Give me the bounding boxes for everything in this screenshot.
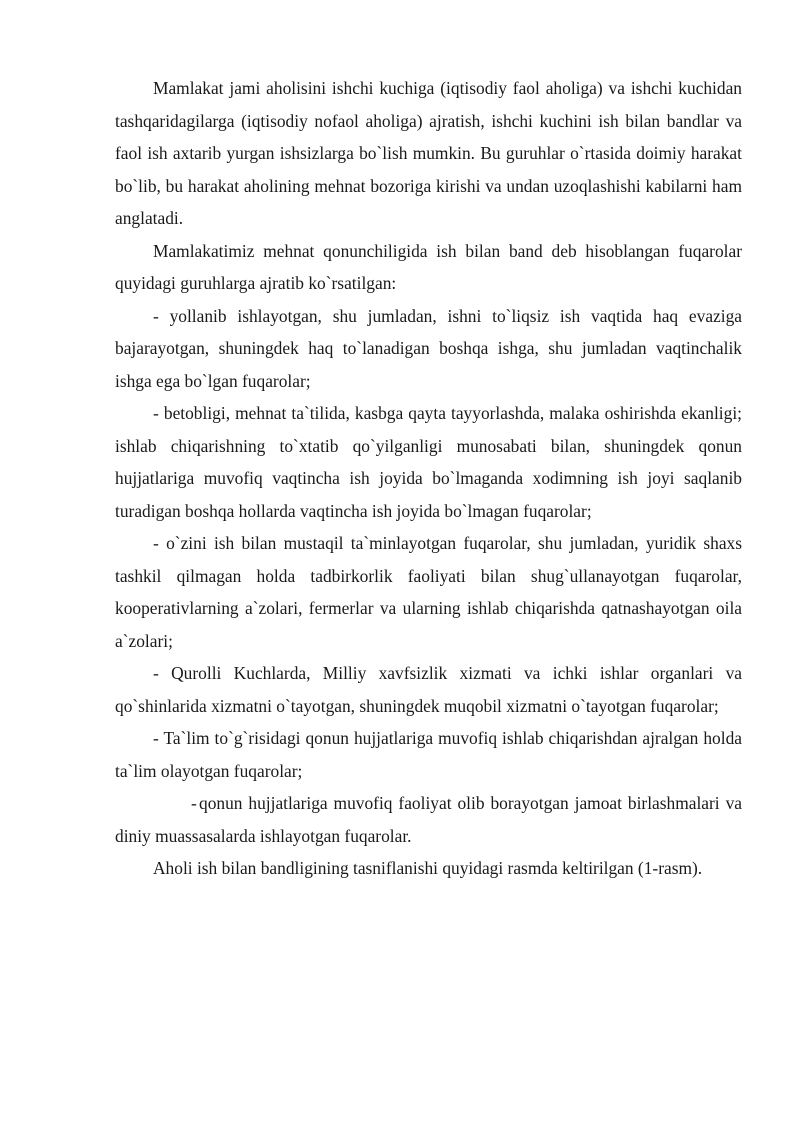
paragraph-closing: Aholi ish bilan bandligining tasniflanishi quyidagi rasmda keltirilgan (1-rasm). (153, 858, 703, 878)
list-dash: - (191, 793, 197, 813)
list-item-temporarily-absent: - betobligi, mehnat ta`tilida, kasbga qayta tayyorlashda, malaka oshirishda ekanligi; ishlab chiqarishning to`xtatib qo`yilganligi munosabati bilan, shuningdek qonun hujjatlariga muvofiq vaqtincha ish joyida bo`lmaganda xodimning ish joyi saqlanib turadigan boshqa hollarda vaqtincha ish joyida bo`lmagan fuqarolar; (115, 403, 742, 521)
list-item-text: qonun hujjatlariga muvofiq faoliyat olib borayotgan jamoat birlashmalari va diniy muassasalarda ishlayotgan fuqarolar. (115, 793, 742, 846)
list-item-education: - Ta`lim to`g`risidagi qonun hujjatlariga muvofiq ishlab chiqarishdan ajralgan holda ta`lim olayotgan fuqarolar; (115, 728, 742, 781)
list-item-military-service: - Qurolli Kuchlarda, Milliy xavfsizlik xizmati va ichki ishlar organlari va qo`shinlarida xizmatni o`tayotgan, shuningdek muqobil xizmatni o`tayotgan fuqarolar; (115, 663, 742, 716)
paragraph-intro: Mamlakat jami aholisini ishchi kuchiga (iqtisodiy faol aholiga) va ishchi kuchidan tashqaridagilarga (iqtisodiy nofaol aholiga) ajratish, ishchi kuchini ish bilan bandlar va faol ish axtarib yurgan ishsizlarga bo`lish mumkin. Bu guruhlar o`rtasida doimiy harakat bo`lib, bu harakat aholining mehnat bozoriga kirishi va undan uzoqlashishi kabilarni ham anglatadi. (115, 78, 742, 228)
paragraph-groups-lead: Mamlakatimiz mehnat qonunchiligida ish bilan band deb hisoblangan fuqarolar quyidagi guruhlarga ajratib ko`rsatilgan: (115, 240, 742, 293)
list-item-self-employed: - o`zini ish bilan mustaqil ta`minlayotgan fuqarolar, shu jumladan, yuridik shaxs tashkil qilmagan holda tadbirkorlik faoliyati bilan shug`ullanayotgan fuqarolar, kooperativlarning a`zolari, fermerlar va ularning ishlab chiqarishda qatnashayotgan oila a`zolari; (115, 533, 742, 651)
list-item-employed: - yollanib ishlayotgan, shu jumladan, ishni to`liqsiz ish vaqtida haq evaziga bajarayotgan, shuningdek haq to`lanadigan boshqa ishga, shu jumladan vaqtinchalik ishga ega bo`lgan fuqarolar; (115, 305, 742, 391)
document-page (115, 72, 742, 885)
list-item-public-associations (115, 787, 742, 852)
